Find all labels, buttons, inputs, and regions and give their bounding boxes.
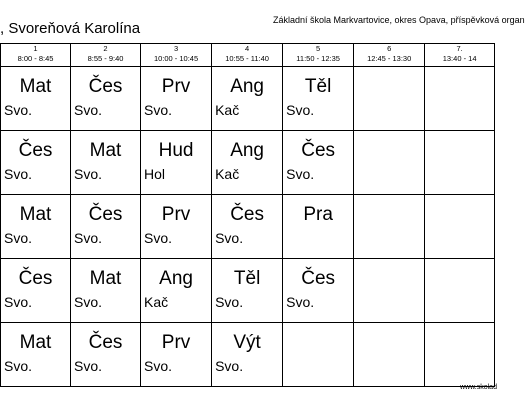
teacher: Svo. — [215, 230, 244, 246]
teacher: Svo. — [144, 358, 173, 374]
school-name: Základní škola Markvartovice, okres Opava, příspěvková organ — [273, 15, 525, 25]
empty-cell — [354, 131, 425, 195]
subject: Těl — [233, 268, 261, 289]
teacher: Svo. — [4, 294, 33, 310]
period-time: 11:50 - 12:35 — [296, 54, 340, 63]
subject: Mat — [19, 76, 52, 97]
lesson-cell — [1, 67, 71, 131]
timetable — [0, 43, 495, 387]
subject: Hud — [158, 140, 194, 161]
period-number: 6 — [387, 44, 392, 53]
empty-cell — [354, 323, 425, 387]
teacher: Svo. — [144, 230, 173, 246]
day-row — [1, 195, 495, 259]
empty-cell — [354, 259, 425, 323]
footer-url: www.skolad — [460, 384, 497, 391]
period-header — [354, 44, 425, 67]
subject: Pra — [303, 204, 333, 225]
teacher: Svo. — [74, 230, 103, 246]
subject: Čes — [88, 76, 123, 97]
lesson-cell — [212, 323, 283, 387]
lesson-cell — [212, 131, 283, 195]
lesson-cell — [212, 259, 283, 323]
period-time: 13:40 - 14 — [442, 54, 477, 63]
lesson-cell — [1, 259, 71, 323]
lesson-cell — [1, 131, 71, 195]
empty-cell — [354, 67, 425, 131]
subject: Těl — [304, 76, 332, 97]
teacher: Svo. — [286, 102, 315, 118]
subject: Mat — [89, 140, 122, 161]
teacher: Kač — [215, 166, 240, 182]
period-time: 10:00 - 10:45 — [153, 54, 199, 63]
lesson-cell — [212, 195, 283, 259]
teacher: Svo. — [215, 294, 244, 310]
lesson-cell — [141, 323, 212, 387]
period-number: 1 — [33, 44, 38, 53]
subject: Prv — [161, 332, 191, 353]
teacher: Svo. — [4, 358, 33, 374]
teacher: Svo. — [286, 166, 315, 182]
period-header — [141, 44, 212, 67]
teacher: Svo. — [144, 102, 173, 118]
period-header — [283, 44, 354, 67]
teacher: Svo. — [74, 294, 103, 310]
period-header-row — [1, 44, 495, 67]
period-number: 7. — [456, 44, 463, 53]
subject: Prv — [161, 204, 191, 225]
subject: Čes — [301, 268, 336, 289]
subject: Mat — [89, 268, 122, 289]
period-header — [425, 44, 495, 67]
subject: Čes — [301, 140, 336, 161]
empty-cell — [354, 195, 425, 259]
period-time: 8:55 - 9:40 — [87, 54, 124, 63]
teacher: Svo. — [4, 166, 33, 182]
period-header — [1, 44, 71, 67]
teacher: Kač — [144, 294, 169, 310]
subject: Ang — [230, 76, 264, 97]
subject: Prv — [161, 76, 191, 97]
teacher: Kač — [215, 102, 240, 118]
period-number: 5 — [316, 44, 321, 53]
teacher: Svo. — [4, 102, 33, 118]
lesson-cell — [283, 131, 354, 195]
subject: Čes — [88, 204, 123, 225]
empty-cell — [425, 259, 495, 323]
period-time: 12:45 - 13:30 — [367, 54, 412, 63]
period-time: 8:00 - 8:45 — [17, 54, 54, 63]
period-time: 10:55 - 11:40 — [225, 54, 269, 63]
lesson-cell — [283, 67, 354, 131]
period-number: 3 — [173, 44, 179, 53]
lesson-cell — [141, 67, 212, 131]
day-row — [1, 67, 495, 131]
lesson-cell — [141, 195, 212, 259]
subject: Čes — [88, 332, 123, 353]
lesson-cell — [71, 195, 141, 259]
lesson-cell — [1, 195, 71, 259]
lesson-cell — [141, 259, 212, 323]
subject: Výt — [233, 332, 261, 353]
day-row — [1, 323, 495, 387]
day-row — [1, 259, 495, 323]
subject: Čes — [18, 268, 53, 289]
teacher: Svo. — [215, 358, 244, 374]
subject: Mat — [19, 204, 52, 225]
empty-cell — [425, 195, 495, 259]
teacher: Svo. — [4, 230, 33, 246]
empty-cell — [283, 323, 354, 387]
teacher: Hol — [144, 166, 166, 182]
empty-cell — [425, 67, 495, 131]
lesson-cell — [141, 131, 212, 195]
lesson-cell — [71, 131, 141, 195]
lesson-cell — [283, 259, 354, 323]
period-header — [212, 44, 283, 67]
subject: Mat — [19, 332, 52, 353]
lesson-cell — [71, 259, 141, 323]
period-header — [71, 44, 141, 67]
lesson-cell — [283, 195, 354, 259]
period-number: 4 — [245, 44, 250, 53]
lesson-cell — [1, 323, 71, 387]
subject: Čes — [18, 140, 53, 161]
subject: Čes — [230, 204, 264, 225]
empty-cell — [425, 323, 495, 387]
teacher: Svo. — [286, 294, 315, 310]
subject: Ang — [159, 268, 193, 289]
teacher: Svo. — [74, 358, 103, 374]
period-number: 2 — [103, 44, 108, 53]
teacher: Svo. — [74, 166, 103, 182]
lesson-cell — [212, 67, 283, 131]
subject: Ang — [230, 140, 264, 161]
day-row — [1, 131, 495, 195]
lesson-cell — [71, 323, 141, 387]
empty-cell — [425, 131, 495, 195]
teacher: Svo. — [74, 102, 103, 118]
page-title: , Svoreňová Karolína — [0, 20, 141, 37]
lesson-cell — [71, 67, 141, 131]
